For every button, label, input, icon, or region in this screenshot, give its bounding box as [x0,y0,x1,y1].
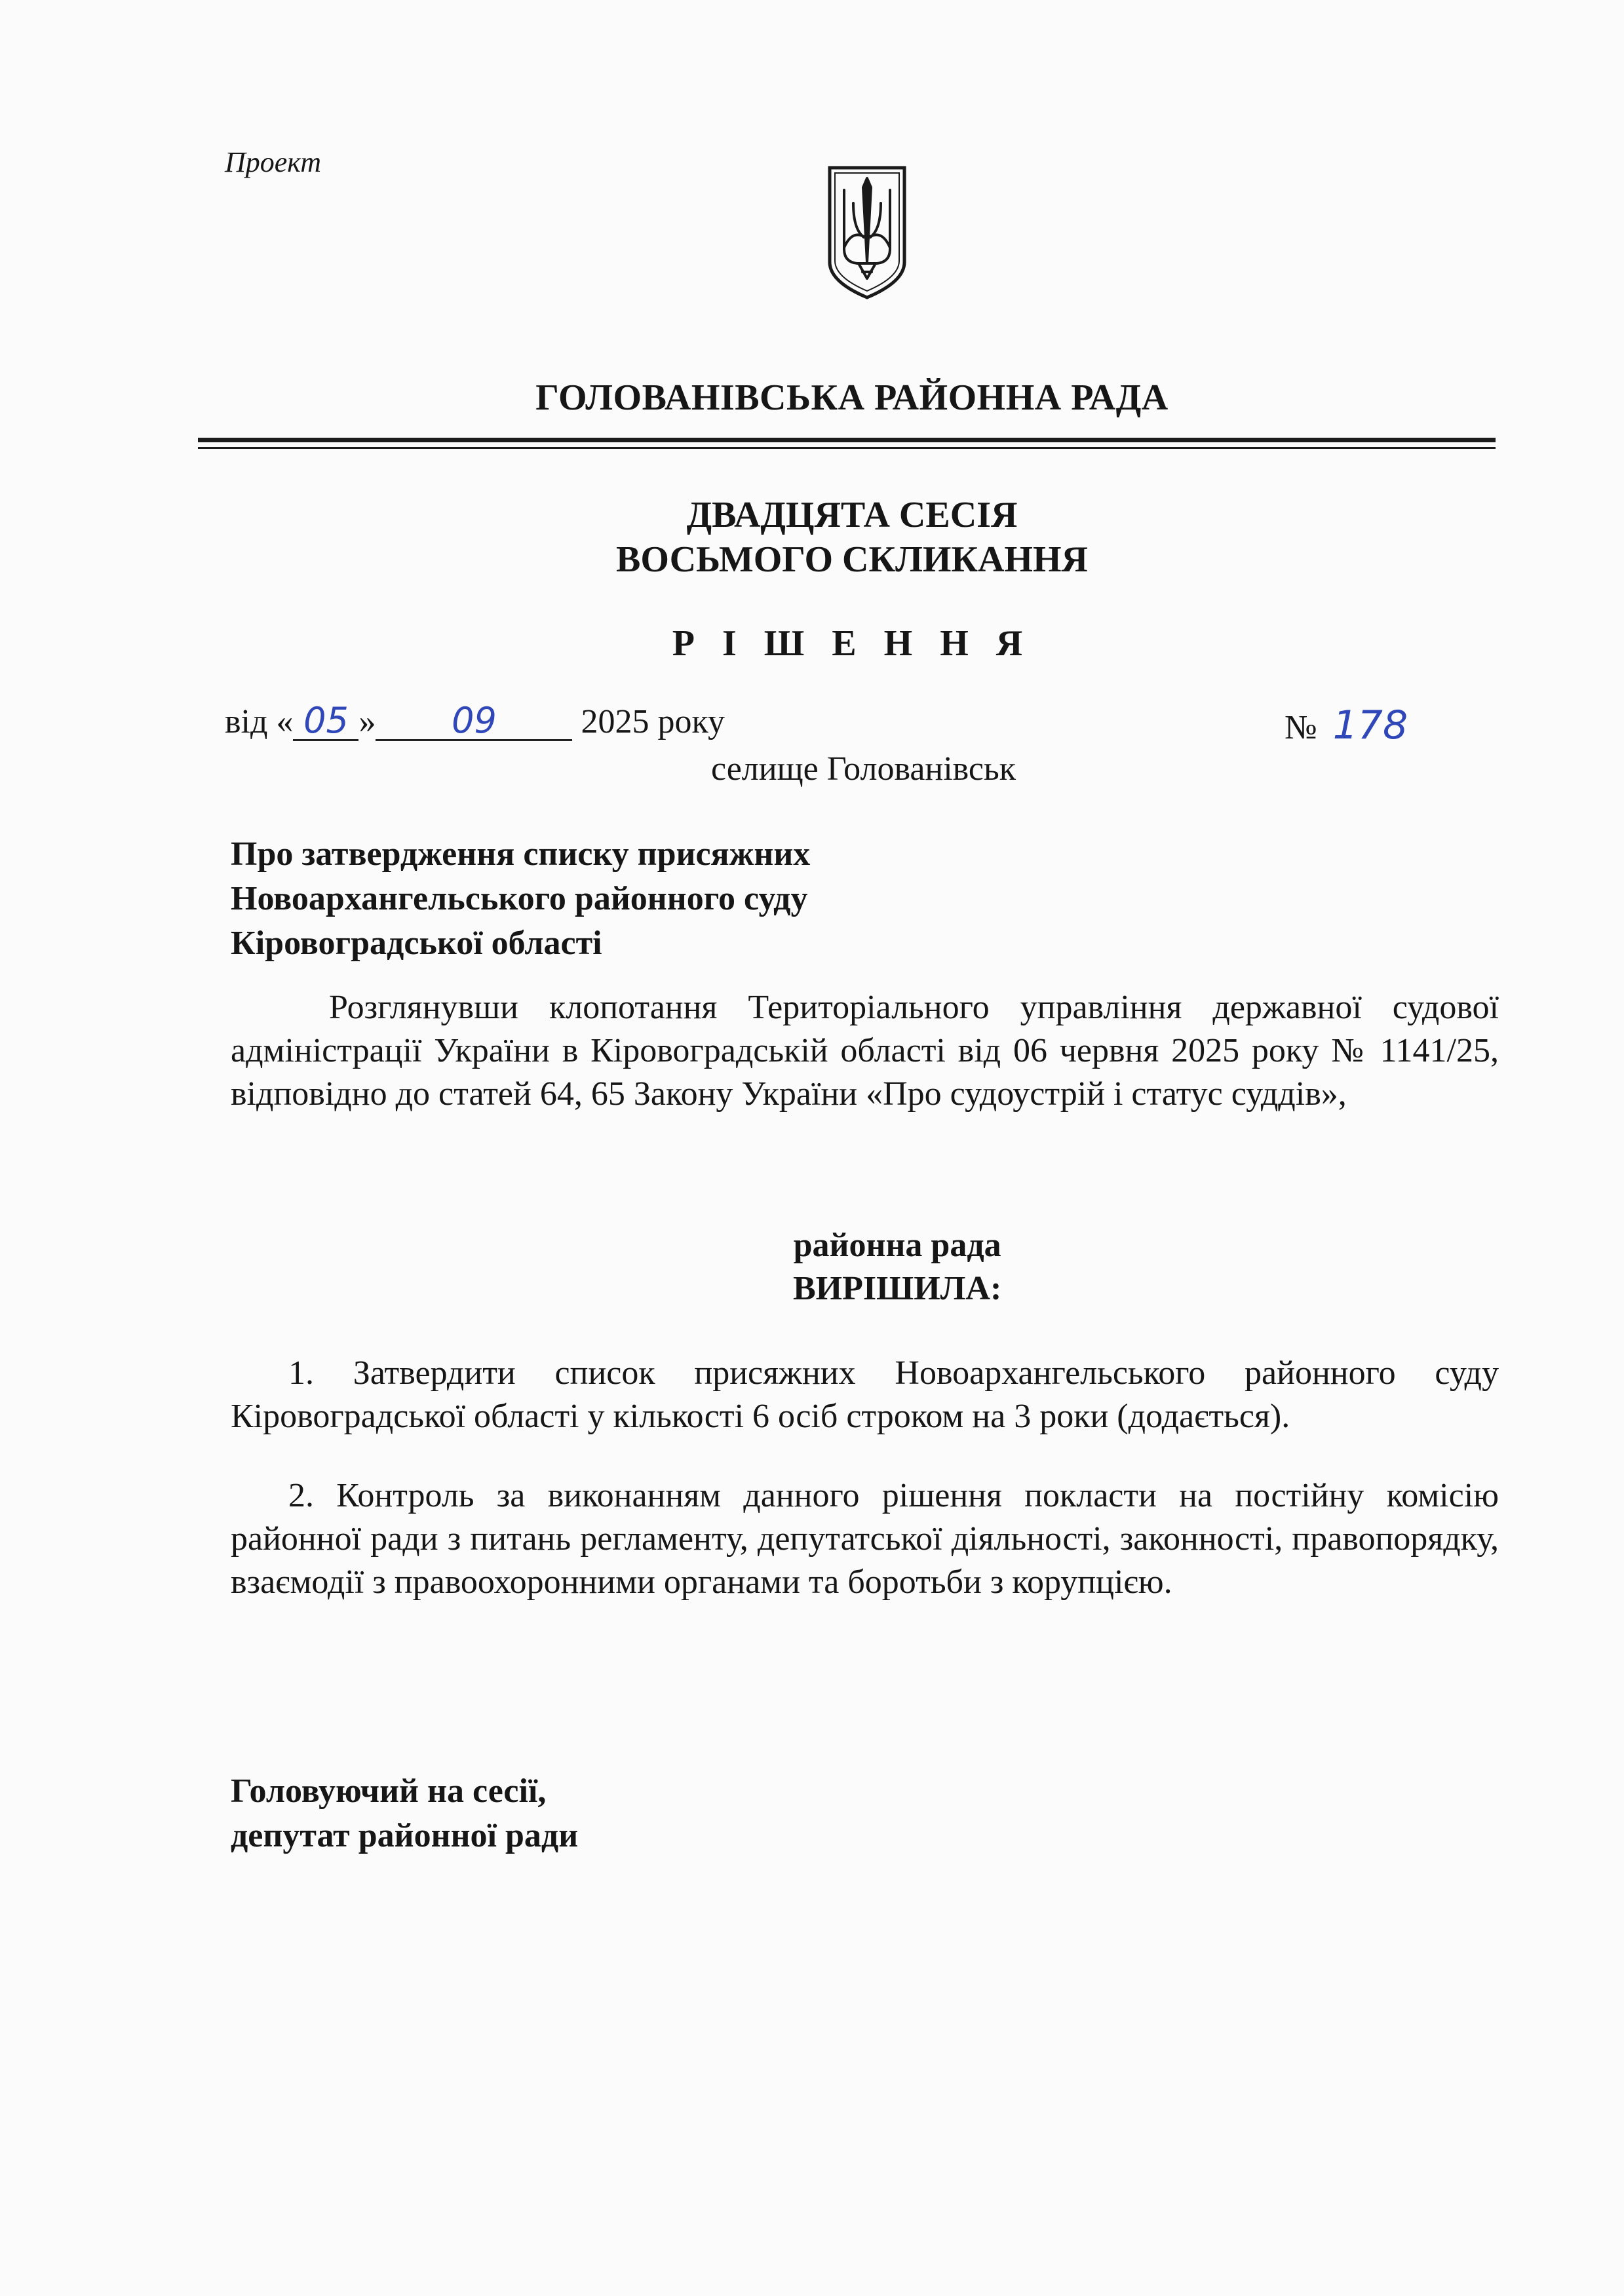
date-month-field [376,700,572,741]
date-day-handwritten: 05 [303,700,349,741]
session-title [197,493,1507,582]
trident-coat-of-arms-icon [824,164,910,301]
date-month-handwritten: 09 [452,700,497,741]
number-label: № [1285,709,1317,746]
subject-line-3: Кіровоградської області [231,925,602,962]
council-name: ГОЛОВАНІВСЬКА РАЙОННА РАДА [535,377,1169,418]
header-divider-thick [198,438,1496,442]
decision-place: селище Голованівськ [711,750,1016,788]
draft-label: Проект [225,146,322,178]
session-title-line-2: ВОСЬМОГО СКЛИКАННЯ [616,539,1088,580]
date-year: 2025 року [581,703,725,740]
decision-subject [231,832,810,966]
decision-date [225,702,725,741]
resolved-line-1: районна рада [793,1227,1001,1264]
resolved-heading [793,1224,1001,1311]
date-day-field [293,700,358,741]
signature-line-2: депутат районної ради [231,1817,579,1854]
subject-line-2: Новоархангельського районного суду [231,880,808,917]
date-prefix: від « [225,703,294,740]
decision-item-1: 1. Затвердити список присяжних Новоархангельського районного суду Кіровоградської області у кількості 6 осіб строком на 3 роки (додається). [231,1354,1499,1435]
signature-block [231,1769,578,1858]
decision-number [1285,702,1408,748]
decision-item-2: 2. Контроль за виконанням данного рішення покласти на постійну комісію районної ради з питань регламенту, депутатської діяльності, законності, правопорядку, взаємодії з правоохоронними органами та боротьби з корупцією. [231,1477,1499,1601]
resolved-line-2: ВИРІШИЛА: [793,1270,1002,1307]
header-divider-thin [198,447,1496,449]
number-handwritten: 178 [1332,702,1408,748]
date-quote-close: » [358,703,376,740]
document-type: Р І Ш Е Н Н Я [672,623,1032,664]
signature-line-1: Головуючий на сесії, [231,1772,547,1810]
session-title-line-1: ДВАДЦЯТА СЕСІЯ [686,495,1018,535]
subject-line-1: Про затвердження списку присяжних [231,835,811,873]
preamble-paragraph: Розглянувши клопотання Територіального управління державної судової адміністрації України в Кіровоградській області від 06 червня 2025 року № 1141/25, відповідно до статей 64, 65 Закону України «Про судоустрій і статус суддів», [231,989,1499,1113]
